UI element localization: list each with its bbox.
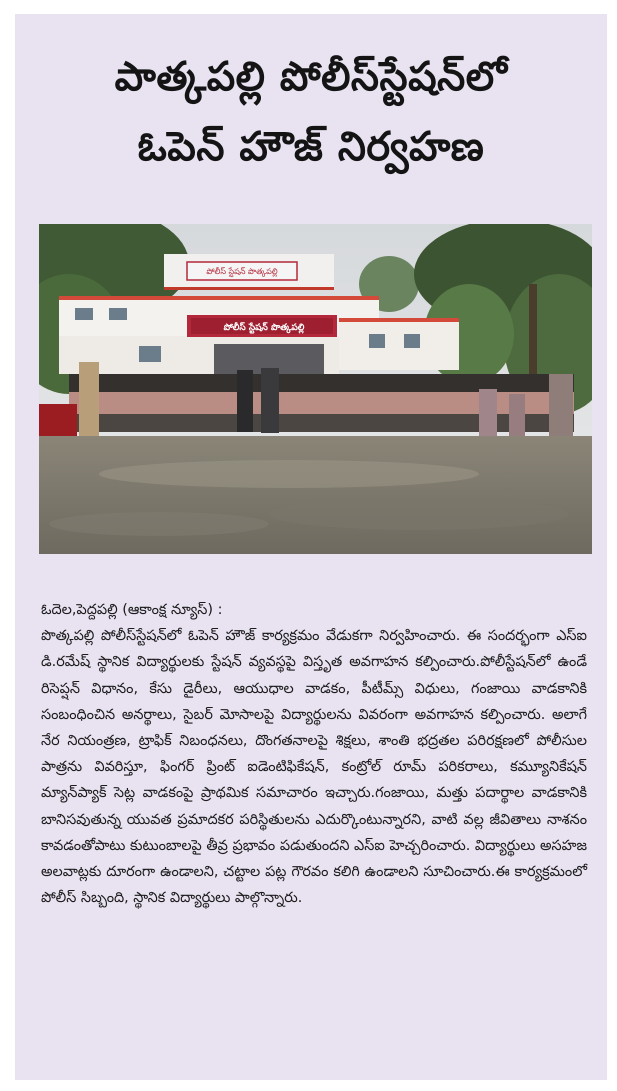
news-photo bbox=[39, 224, 592, 554]
article bbox=[41, 597, 587, 911]
headline bbox=[15, 42, 607, 182]
headline-line-2: ఓపెన్ హౌజ్ నిర్వహణ bbox=[137, 124, 485, 170]
article-dateline: ఓదెల,పెద్దపల్లి (ఆకాంక్ష న్యూస్) : bbox=[41, 602, 223, 618]
ground bbox=[39, 436, 592, 554]
sign-lower: పోలీస్ స్టేషన్ పొత్కపల్లి bbox=[223, 323, 305, 333]
sign-upper: పోలీస్ స్టేషన్ పొత్కపల్లి bbox=[206, 267, 278, 276]
news-card bbox=[15, 14, 607, 1080]
headline-line-1: పాత్కపల్లి పోలీస్‌స్టేషన్‌లో bbox=[114, 54, 508, 100]
article-body: పొత్కపల్లి పోలీస్‌స్టేషన్‌లో ఓపెన్ హౌజ్ కార్యక్రమం వేడుకగా నిర్వహించారు. ఈ సందర్భంగా ఎస్ఐ డి.రమేష్ స్థానిక విద్యార్థులకు స్టేషన్ వ్యవస్థపై విస్తృత అవగాహన కల్పించారు.పోలీస్టేషన్‌లో ఉండే రిసెప్షన్ విధానం, కేసు డైరీలు, ఆయుధాల వాడకం, పీటీమ్స్ విధులు, గంజాయి వాడకానికి సంబంధించిన అనర్థాలు, సైబర్ మోసాలపై విద్యార్థులను వివరంగా అవగాహన కల్పించారు. అలాగే నేర నియంత్రణ, ట్రాఫిక్ నిబంధనలు, దొంగతనాలపై శిక్షలు, శాంతి భద్రతల పరిరక్షణలో పోలీసుల పాత్రను వివరిస్తూ, ఫింగర్ ప్రింట్ ఐడెంటిఫికేషన్, కంట్రోల్ రూమ్ పరికరాలు, కమ్యూనికేషన్ మ్యాన్‌ప్యాక్ సెట్ల వాడకంపై ప్రాథమిక సమాచారం ఇచ్చారు.గంజాయి, మత్తు పదార్థాల వాడకానికి బానిసవుతున్న యువత ప్రమాదకర పరిస్థితులను ఎదుర్కొంటున్నారని, వాటి వల్ల జీవితాలు నాశనం కావడంతోపాటు కుటుంబాలపై తీవ్ర ప్రభావం పడుతుందని ఎస్ఐ హెచ్చరించారు. విద్యార్థులు అసహజ అలవాట్లకు దూరంగా ఉండాలని, చట్టాల పట్ల గౌరవం కలిగి ఉండాలని సూచించారు.ఈ కార్యక్రమంలో పోలీస్ సిబ్బంది, స్థానిక విద్యార్థులు పాల్గొన్నారు. bbox=[41, 628, 587, 907]
